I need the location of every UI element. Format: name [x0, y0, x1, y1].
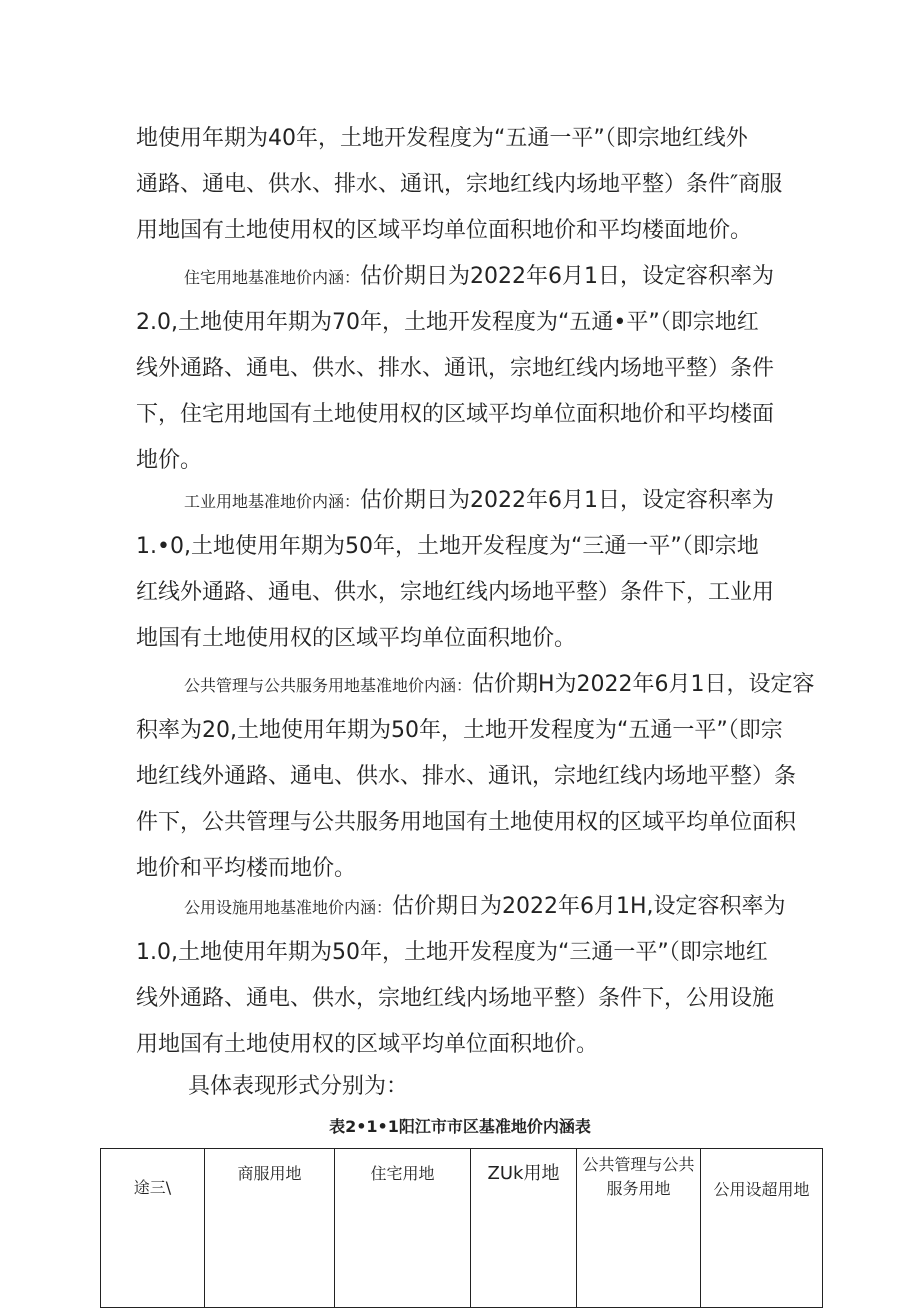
text-line: 地价和平均楼而地价。 — [136, 856, 357, 881]
table-header-cell-use: 途三\ — [101, 1149, 205, 1308]
paragraph-residential — [136, 254, 806, 484]
paragraph-industrial — [136, 478, 806, 662]
text-line-rest: 估价期日为2022年6月1日，设定容积率为 — [360, 488, 774, 513]
text-line: 用地国有土地使用权的区域平均单位面积地价和平均楼面地价。 — [136, 218, 753, 243]
text-line-rest: 估价期日为2022年6月1H,设定容积率为 — [392, 894, 786, 919]
table-header-cell-public-service: 公共管理与公共 服务用地 — [577, 1149, 701, 1308]
text-line — [136, 662, 815, 708]
text-line-rest: 估价期日为2022年6月1日，设定容积率为 — [360, 264, 774, 289]
paragraph-utility — [136, 884, 806, 1068]
text-line: 红线外通路、通电、供水，宗地红线内场地平整）条件下，工业用 — [136, 580, 775, 605]
intro-line: 具体表现形式分别为： — [188, 1074, 409, 1099]
table-header-cell-utility: 公用设超用地 — [701, 1149, 823, 1308]
text-line: 用地国有土地使用权的区域平均单位面积地价。 — [136, 1032, 599, 1057]
table-header-row — [101, 1149, 823, 1308]
text-line — [136, 478, 806, 524]
paragraph-lead: 公用设施用地基准地价内涵： — [184, 898, 393, 917]
text-line: 2.0,土地使用年期为70年，土地开发程度为“五通•平”（即宗地红 — [136, 310, 759, 335]
text-line: 线外通路、通电、供水、排水、通讯，宗地红线内场地平整）条件 — [136, 356, 775, 381]
text-line: 地价。 — [136, 448, 203, 473]
land-price-table — [100, 1148, 823, 1308]
paragraph-lead: 公共管理与公共服务用地基准地价内涵： — [184, 676, 473, 695]
text-line: 1.•0,土地使用年期为50年，土地开发程度为“三通一平”（即宗地 — [136, 534, 759, 559]
text-line: 地国有土地使用权的区域平均单位面积地价。 — [136, 626, 577, 651]
text-line: 地红线外通路、通电、供水、排水、通讯，宗地红线内场地平整）条 — [136, 764, 797, 789]
text-line — [136, 254, 806, 300]
text-line: 积率为20,土地使用年期为50年，土地开发程度为“五通一平”（即宗 — [136, 718, 783, 743]
text-line-rest: 估价期H为2022年6月1日，设定容 — [472, 672, 815, 697]
text-line: 件下，公共管理与公共服务用地国有土地使用权的区域平均单位面积 — [136, 810, 797, 835]
text-line: 通路、通电、供水、排水、通讯，宗地红线内场地平整）条件″商服 — [136, 172, 783, 197]
paragraph-public-service — [136, 662, 815, 892]
paragraph-commercial-continued — [136, 116, 806, 254]
paragraph-lead: 住宅用地基准地价内涵： — [184, 268, 361, 287]
text-line: 线外通路、通电、供水，宗地红线内场地平整）条件下，公用设施 — [136, 986, 775, 1011]
text-line — [136, 884, 806, 930]
table-header-cell-industrial: ZUk用地 — [471, 1149, 577, 1308]
text-line: 下，住宅用地国有土地使用权的区域平均单位面积地价和平均楼面 — [136, 402, 775, 427]
text-line: 地使用年期为40年，土地开发程度为“五通一平”（即宗地红线外 — [136, 126, 748, 151]
table-caption: 表2•1•1阳江市市区基准地价内涵表 — [329, 1117, 591, 1136]
table-header-cell-commercial: 商服用地 — [205, 1149, 335, 1308]
text-line: 1.0,土地使用年期为50年，土地开发程度为“三通一平”（即宗地红 — [136, 940, 768, 965]
table-header-cell-residential: 住宅用地 — [335, 1149, 471, 1308]
paragraph-lead: 工业用地基准地价内涵： — [184, 492, 361, 511]
